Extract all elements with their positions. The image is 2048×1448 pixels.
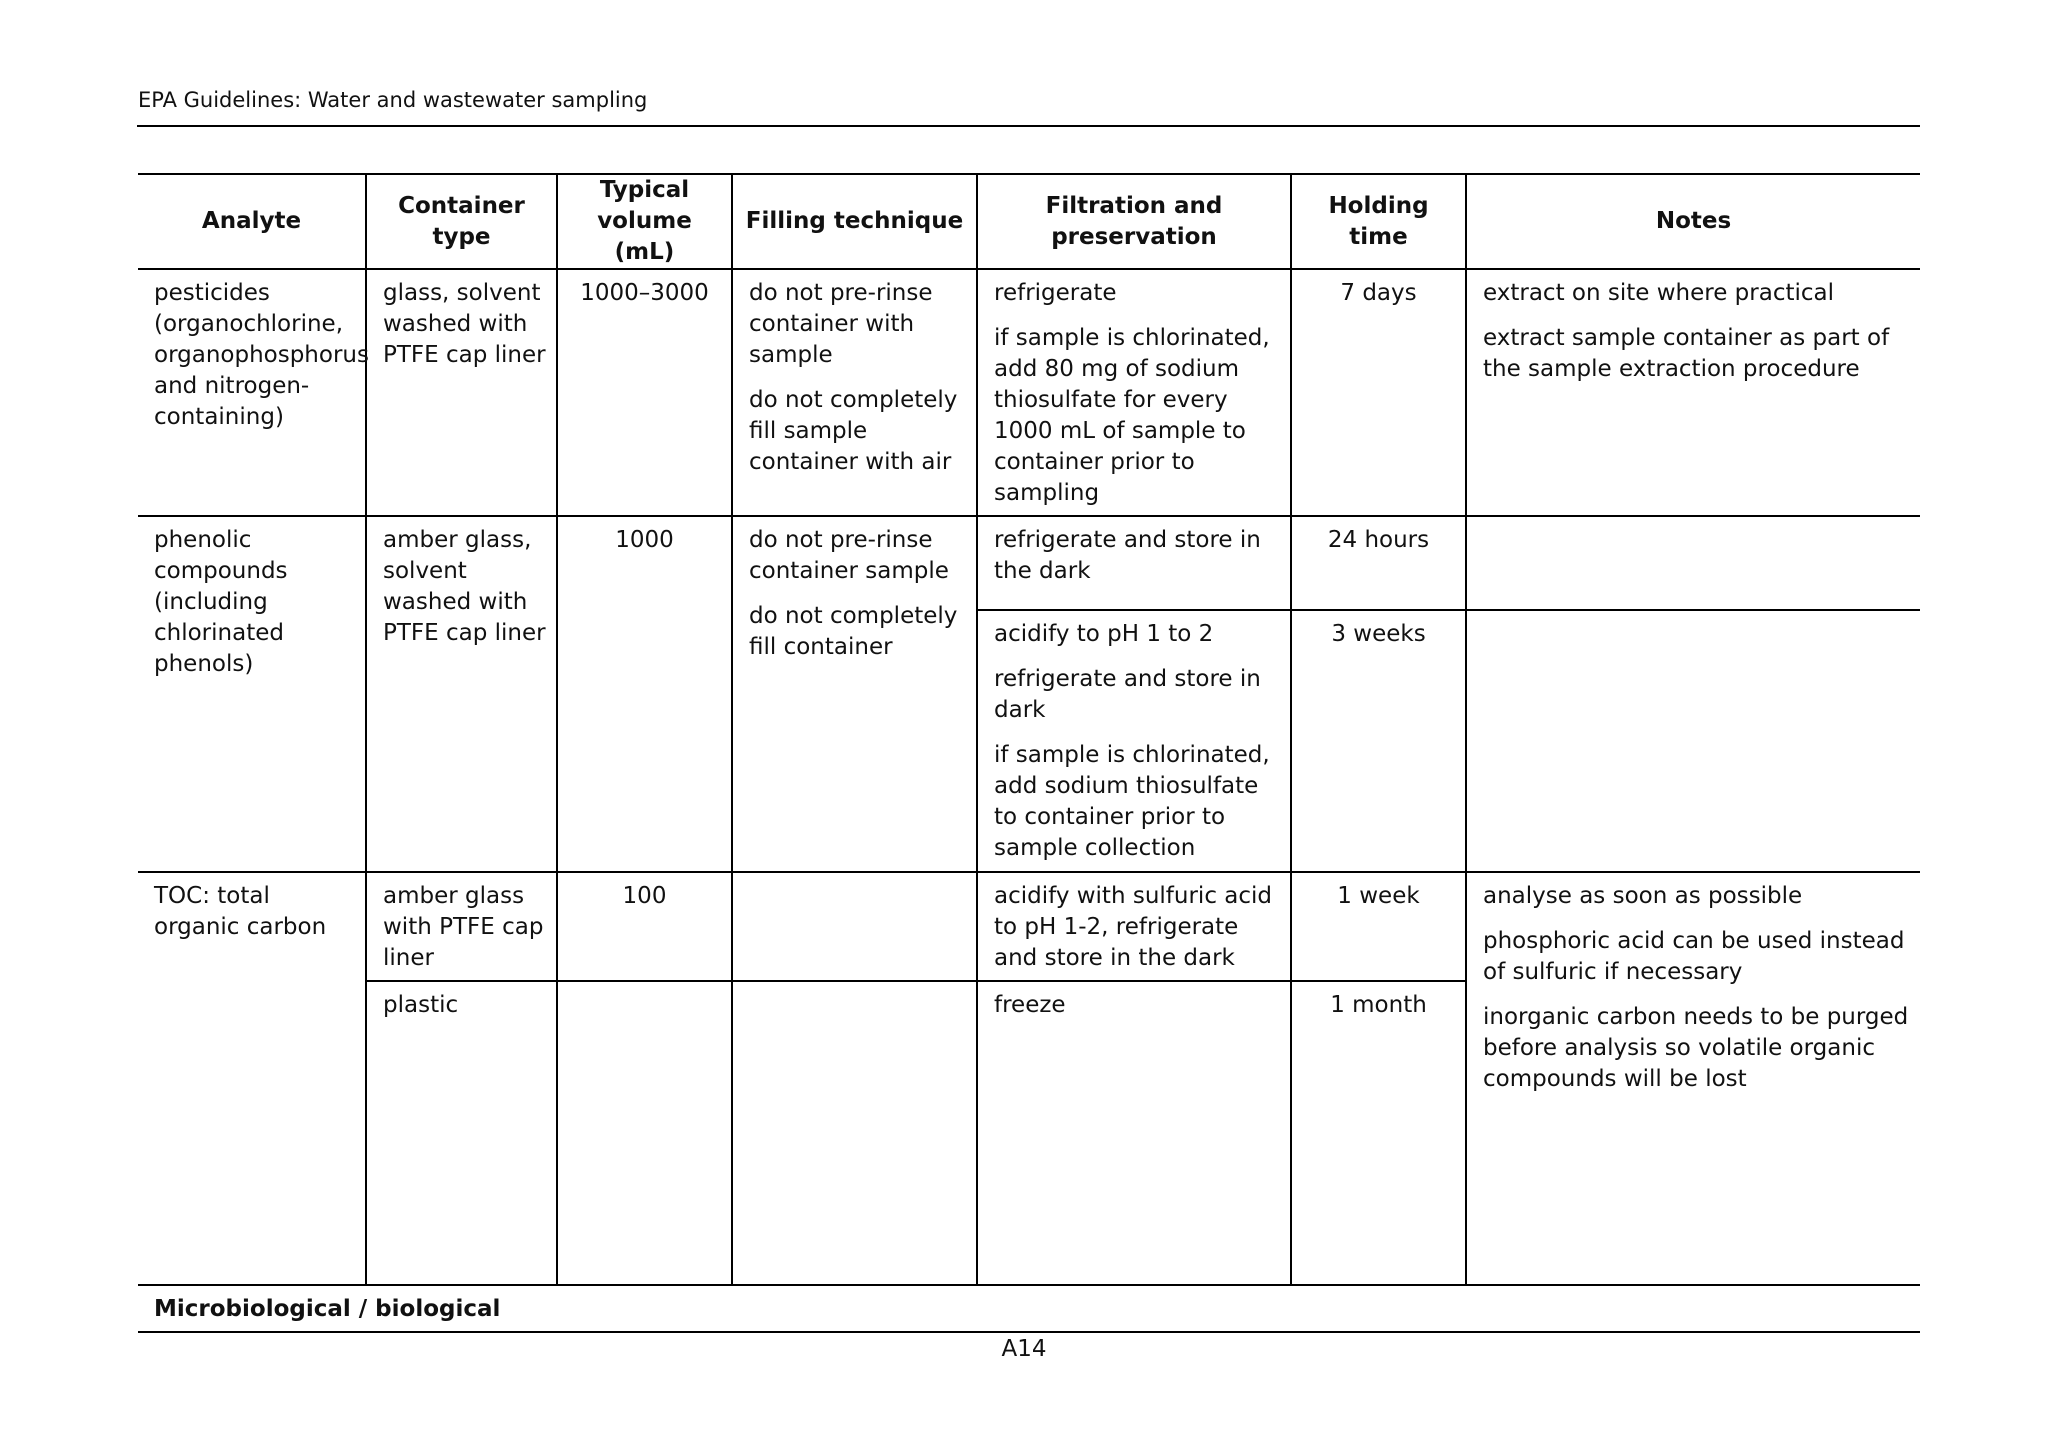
cell-volume: 1000–3000 (557, 269, 732, 516)
note-item: extract on site where practical (1483, 280, 1834, 306)
cell-volume (557, 981, 732, 1285)
cell-filling-technique (732, 872, 977, 981)
note-item: analyse as soon as possible (1483, 883, 1803, 909)
cell-volume: 100 (557, 872, 732, 981)
header-filling-technique: Filling technique (732, 174, 977, 269)
cell-preservation (977, 610, 1291, 872)
cell-preservation: acidify with sulfuric acid to pH 1-2, refrigerate and store in the dark (977, 872, 1291, 981)
filling-item: do not pre-rinse container with sample (749, 280, 933, 368)
cell-analyte: pesticides (organochlorine, organophosphorus and nitrogen-containing) (138, 269, 366, 516)
cell-holding-time: 1 week (1291, 872, 1466, 981)
cell-notes (1466, 269, 1920, 516)
cell-filling-technique (732, 981, 977, 1285)
cell-notes (1466, 610, 1920, 872)
cell-holding-time: 3 weeks (1291, 610, 1466, 872)
cell-filling-technique (732, 516, 977, 872)
filling-item: do not completely fill container (749, 603, 958, 660)
header-notes: Notes (1466, 174, 1920, 269)
header-typical-volume: Typical volume (mL) (557, 174, 732, 269)
header-filtration-preservation: Filtration and preservation (977, 174, 1291, 269)
section-heading: Microbiological / biological (138, 1285, 1920, 1332)
cell-volume: 1000 (557, 516, 732, 872)
filling-item: do not pre-rinse container sample (749, 527, 949, 584)
cell-container-type: amber glass, solvent washed with PTFE cap liner (366, 516, 557, 872)
preservation-item: refrigerate (994, 280, 1117, 306)
table-row-pesticides (138, 269, 1920, 516)
cell-notes (1466, 516, 1920, 610)
header-rule (137, 125, 1920, 127)
cell-filling-technique (732, 269, 977, 516)
note-item: extract sample container as part of the sample extraction procedure (1483, 325, 1890, 382)
cell-analyte: TOC: total organic carbon (138, 872, 366, 1285)
header-container-type: Container type (366, 174, 557, 269)
table-row-toc (138, 872, 1920, 981)
note-item: inorganic carbon needs to be purged before analysis so volatile organic compounds will be lost (1483, 1004, 1909, 1092)
preservation-item: if sample is chlorinated, add 80 mg of sodium thiosulfate for every 1000 mL of sample to container prior to sampling (994, 325, 1270, 506)
sampling-requirements-table (138, 173, 1920, 1333)
filling-item: do not completely fill sample container with air (749, 387, 958, 475)
preservation-item: refrigerate and store in dark (994, 666, 1261, 723)
note-item: phosphoric acid can be used instead of sulfuric if necessary (1483, 928, 1905, 985)
header-analyte: Analyte (138, 174, 366, 269)
header-holding-time: Holding time (1291, 174, 1466, 269)
table-row-phenolic (138, 516, 1920, 610)
cell-preservation: freeze (977, 981, 1291, 1285)
cell-preservation (977, 516, 1291, 610)
preservation-item: if sample is chlorinated, add sodium thiosulfate to container prior to sample collection (994, 742, 1270, 861)
page-number: A14 (1001, 1336, 1047, 1362)
cell-container-type: glass, solvent washed with PTFE cap liner (366, 269, 557, 516)
cell-preservation (977, 269, 1291, 516)
header-row (138, 174, 1920, 269)
cell-container-type: plastic (366, 981, 557, 1285)
section-heading-row (138, 1285, 1920, 1332)
cell-notes (1466, 872, 1920, 1285)
preservation-item: refrigerate and store in the dark (994, 527, 1261, 584)
cell-holding-time: 7 days (1291, 269, 1466, 516)
cell-analyte: phenolic compounds (including chlorinated phenols) (138, 516, 366, 872)
preservation-item: acidify to pH 1 to 2 (994, 621, 1214, 647)
running-head: EPA Guidelines: Water and wastewater sampling (138, 88, 648, 112)
cell-container-type: amber glass with PTFE cap liner (366, 872, 557, 981)
cell-holding-time: 1 month (1291, 981, 1466, 1285)
cell-holding-time: 24 hours (1291, 516, 1466, 610)
